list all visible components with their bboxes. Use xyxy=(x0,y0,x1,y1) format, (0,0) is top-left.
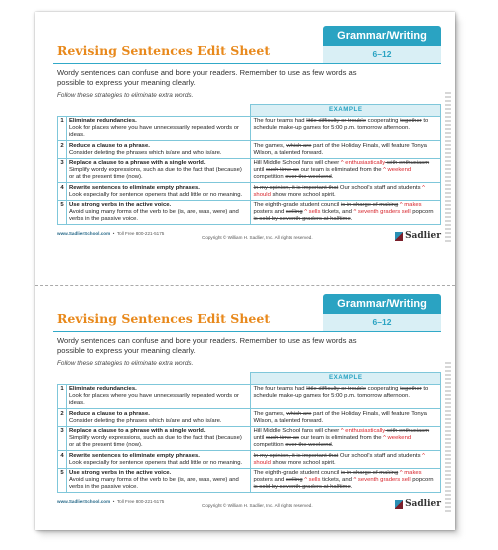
deleted-text: selling xyxy=(285,477,303,484)
grade-range: 6–12 xyxy=(323,314,441,331)
example-text: popcorn xyxy=(410,209,434,216)
subject-tab: Grammar/Writing xyxy=(323,294,441,314)
edit-sheet-card-top xyxy=(53,26,441,241)
strategy-row xyxy=(58,116,441,140)
example-text: posters and xyxy=(253,477,286,484)
example-text: until xyxy=(253,435,266,442)
sadlier-logo-text: Sadlier xyxy=(405,231,441,241)
example-cell xyxy=(251,183,441,201)
strategy-cell xyxy=(66,468,251,492)
strategy-cell xyxy=(66,141,251,159)
example-text: The four teams had xyxy=(253,386,307,393)
strategy-number: 3 xyxy=(58,158,67,182)
example-text: our team is eliminated from the xyxy=(299,435,384,442)
strategy-table xyxy=(57,104,441,225)
example-text: The games, xyxy=(253,410,287,417)
strategy-cell xyxy=(66,426,251,450)
example-text: show more school spirit. xyxy=(270,191,336,198)
inserted-text: ^ weekend xyxy=(383,167,412,174)
intro-text: Wordy sentences can confuse and bore your readers. Remember to use as few words as possible to express your meaning clearly. xyxy=(57,68,357,87)
example-text: show more school spirit. xyxy=(270,459,336,466)
deleted-text: over the weekend xyxy=(285,442,332,449)
inserted-text: ^ sells xyxy=(304,209,321,216)
instruction-text: Follow these strategies to eliminate extra words. xyxy=(57,360,194,368)
strategy-cell xyxy=(66,451,251,469)
strategy-heading: Replace a clause to a phrase with a single world. xyxy=(68,160,206,167)
strategy-heading: Use strong verbs in the active voice. xyxy=(68,202,172,209)
deleted-text: is in charge of making xyxy=(340,202,399,209)
example-text: . xyxy=(350,484,353,491)
strategy-heading: Use strong verbs in the active voice. xyxy=(68,470,172,477)
strategy-number: 2 xyxy=(58,141,67,159)
strategy-heading: Rewrite sentences to eliminate empty phrases. xyxy=(68,452,200,459)
side-note-bottom xyxy=(445,362,451,512)
deleted-text: which are xyxy=(286,410,312,417)
card-footer: www.SadlierSchool.com • Toll Free 800-221-5175 Copyright © William H. Sadlier, Inc. All rights reserved. Sadlier xyxy=(57,499,441,509)
strategy-heading: Reduce a clause to a phrase. xyxy=(68,142,150,149)
strategy-row xyxy=(58,451,441,469)
deleted-text: which are xyxy=(286,142,312,149)
deleted-text: is sold by seventh graders at halftime xyxy=(253,484,351,491)
worksheet-page xyxy=(35,12,455,530)
example-column-header: EXAMPLE xyxy=(251,373,441,385)
example-text: . xyxy=(331,442,334,449)
deleted-text: such time as xyxy=(265,167,300,174)
example-text: Our school's staff and students xyxy=(338,184,423,191)
example-text: The eighth-grade student council xyxy=(253,470,341,477)
card-header xyxy=(53,294,441,332)
strategy-number: 4 xyxy=(58,183,67,201)
example-cell xyxy=(251,468,441,492)
cut-line xyxy=(35,285,455,286)
sheet-title: Revising Sentences Edit Sheet xyxy=(57,311,271,326)
strategy-description: Look for places where you have unnecessarily repeated words or ideas. xyxy=(68,393,239,407)
deleted-text: little difficulty or trouble xyxy=(306,118,367,125)
deleted-text: together xyxy=(400,118,422,125)
example-text: popcorn xyxy=(410,477,434,484)
side-note-top xyxy=(445,92,451,242)
deleted-text: is sold by seventh graders at halftime xyxy=(253,216,351,223)
deleted-text: little difficulty or trouble xyxy=(306,386,367,393)
deleted-text: together xyxy=(400,386,422,393)
inserted-text: ^ should xyxy=(253,452,425,466)
strategy-number: 5 xyxy=(58,200,67,224)
example-text: Hill Middle School fans will cheer xyxy=(253,160,341,167)
example-cell xyxy=(251,426,441,450)
deleted-text: over the weekend xyxy=(285,174,332,181)
strategy-cell xyxy=(66,409,251,427)
strategy-description: Look especially for sentence openers that add little or no meaning. xyxy=(68,459,243,466)
inserted-text: ^ weekend xyxy=(383,435,412,442)
example-text: part of the Holiday Finals, will feature Tonya Wilson, a talented forward. xyxy=(253,410,427,424)
strategy-heading: Replace a clause to a phrase with a single world. xyxy=(68,428,206,435)
strategy-heading: Reduce a clause to a phrase. xyxy=(68,410,150,417)
deleted-text: such time as xyxy=(265,435,300,442)
sadlier-logo xyxy=(395,499,441,509)
edit-sheet-card-bottom xyxy=(53,294,441,509)
example-text: tickets, and xyxy=(320,477,354,484)
strategy-description: Avoid using many forms of the verb to be (is, are, was, were) and verbs in the passive voice. xyxy=(68,477,239,491)
card-header xyxy=(53,26,441,64)
deleted-text: In my opinion, it is important that xyxy=(253,452,339,459)
strategy-description: Simplify wordy expressions, such as due to the fact that (because) or at the present time (now). xyxy=(68,435,242,449)
inserted-text: ^ makes xyxy=(399,202,422,209)
instruction-text: Follow these strategies to eliminate extra words. xyxy=(57,92,194,100)
example-text: posters and xyxy=(253,209,286,216)
sheet-title: Revising Sentences Edit Sheet xyxy=(57,43,271,58)
inserted-text: ^ enthusiastically xyxy=(340,428,386,435)
grade-range: 6–12 xyxy=(323,46,441,63)
example-cell xyxy=(251,200,441,224)
strategy-row xyxy=(58,409,441,427)
sadlier-logo xyxy=(395,231,441,241)
example-cell xyxy=(251,409,441,427)
strategy-row xyxy=(58,183,441,201)
example-text: to schedule make-up games for 5:00 p.m. tomorrow afternoon. xyxy=(253,118,429,132)
example-cell xyxy=(251,451,441,469)
strategy-number: 5 xyxy=(58,468,67,492)
example-text: tickets, and xyxy=(320,209,354,216)
strategy-row xyxy=(58,384,441,408)
example-cell xyxy=(251,116,441,140)
inserted-text: ^ should xyxy=(253,184,425,198)
example-column-header: EXAMPLE xyxy=(251,105,441,117)
example-cell xyxy=(251,158,441,182)
example-text: part of the Holiday Finals, will feature Tonya Wilson, a talented forward. xyxy=(253,142,427,156)
footer-copyright: Copyright © William H. Sadlier, Inc. All rights reserved. xyxy=(202,503,313,508)
subject-tab: Grammar/Writing xyxy=(323,26,441,46)
inserted-text: ^ enthusiastically xyxy=(340,160,386,167)
inserted-text: ^ seventh graders sell xyxy=(353,209,411,216)
deleted-text: selling xyxy=(285,209,303,216)
strategy-row xyxy=(58,158,441,182)
example-text: Hill Middle School fans will cheer xyxy=(253,428,341,435)
example-text: competition xyxy=(253,442,286,449)
strategy-cell xyxy=(66,200,251,224)
strategy-description: Simplify wordy expressions, such as due to the fact that (because) or at the present time (now). xyxy=(68,167,242,181)
strategy-number: 4 xyxy=(58,451,67,469)
example-cell xyxy=(251,384,441,408)
example-text: cooperating xyxy=(366,118,401,125)
example-text: . xyxy=(350,216,353,223)
example-text: Our school's staff and students xyxy=(338,452,423,459)
strategy-cell xyxy=(66,384,251,408)
footer-site: www.SadlierSchool.com xyxy=(57,231,111,236)
strategy-row xyxy=(58,200,441,224)
strategy-number: 2 xyxy=(58,409,67,427)
inserted-text: ^ sells xyxy=(304,477,321,484)
deleted-text: with enthusiasm xyxy=(385,160,430,167)
inserted-text: ^ makes xyxy=(399,470,422,477)
strategy-cell xyxy=(66,183,251,201)
example-text: to schedule make-up games for 5:00 p.m. tomorrow afternoon. xyxy=(253,386,429,400)
deleted-text: In my opinion, it is important that xyxy=(253,184,339,191)
sadlier-logo-text: Sadlier xyxy=(405,499,441,509)
example-text: our team is eliminated from the xyxy=(299,167,384,174)
deleted-text: is in charge of making xyxy=(340,470,399,477)
strategy-number: 1 xyxy=(58,384,67,408)
strategy-row xyxy=(58,426,441,450)
strategy-number: 1 xyxy=(58,116,67,140)
strategy-description: Look especially for sentence openers that add little or no meaning. xyxy=(68,191,243,198)
strategy-heading: Eliminate redundancies. xyxy=(68,386,137,393)
strategy-description: Consider deleting the phrases which is/are and who is/are. xyxy=(68,149,222,156)
example-text: cooperating xyxy=(366,386,401,393)
intro-text: Wordy sentences can confuse and bore your readers. Remember to use as few words as possible to express your meaning clearly. xyxy=(57,336,357,355)
deleted-text: with enthusiasm xyxy=(385,428,430,435)
footer-site: www.SadlierSchool.com xyxy=(57,499,111,504)
example-text: competition xyxy=(253,174,286,181)
strategy-table xyxy=(57,372,441,493)
strategy-heading: Rewrite sentences to eliminate empty phrases. xyxy=(68,184,200,191)
strategy-description: Consider deleting the phrases which is/are and who is/are. xyxy=(68,417,222,424)
example-text: until xyxy=(253,167,266,174)
strategy-description: Look for places where you have unnecessarily repeated words or ideas. xyxy=(68,125,239,139)
example-text: . xyxy=(331,174,334,181)
strategy-row xyxy=(58,141,441,159)
inserted-text: ^ seventh graders sell xyxy=(353,477,411,484)
example-text: The four teams had xyxy=(253,118,307,125)
card-footer: www.SadlierSchool.com • Toll Free 800-221-5175 Copyright © William H. Sadlier, Inc. All rights reserved. Sadlier xyxy=(57,231,441,241)
strategy-cell xyxy=(66,116,251,140)
footer-phone: Toll Free 800-221-5175 xyxy=(116,499,165,504)
footer-phone: Toll Free 800-221-5175 xyxy=(116,231,165,236)
strategy-number: 3 xyxy=(58,426,67,450)
strategy-cell xyxy=(66,158,251,182)
example-text: The games, xyxy=(253,142,287,149)
sadlier-logo-icon xyxy=(395,500,403,509)
footer-copyright: Copyright © William H. Sadlier, Inc. All rights reserved. xyxy=(202,235,313,240)
sadlier-logo-icon xyxy=(395,232,403,241)
example-text: The eighth-grade student council xyxy=(253,202,341,209)
example-cell xyxy=(251,141,441,159)
strategy-row xyxy=(58,468,441,492)
strategy-heading: Eliminate redundancies. xyxy=(68,118,137,125)
strategy-description: Avoid using many forms of the verb to be (is, are, was, were) and verbs in the passive voice. xyxy=(68,209,239,223)
